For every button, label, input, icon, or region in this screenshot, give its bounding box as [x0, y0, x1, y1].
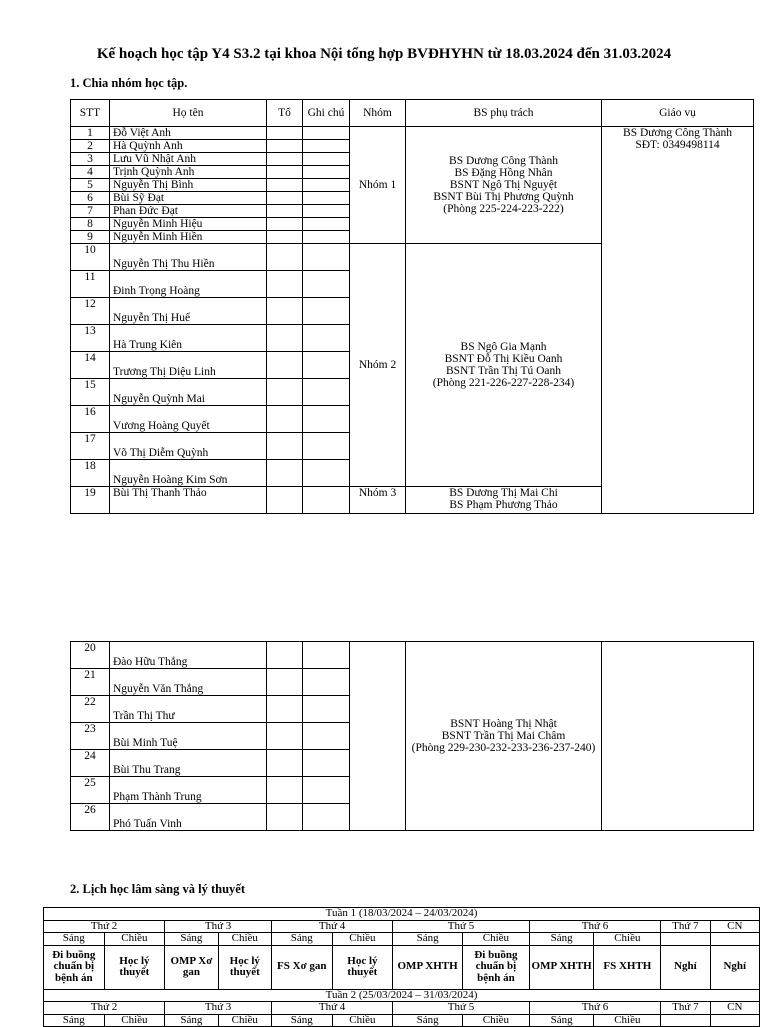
header-to: Tổ: [267, 100, 303, 127]
session-label: Sáng: [393, 933, 463, 946]
room-line: (Phòng 225-224-223-222): [443, 203, 564, 215]
session-empty: [710, 1014, 759, 1027]
name-cell: Bùi Sỹ Đạt: [110, 192, 267, 205]
session-label: Chiều: [594, 933, 661, 946]
day-label: Thứ 7: [661, 1002, 710, 1015]
room-line: (Phòng 221-226-227-228-234): [432, 377, 575, 389]
group-doctors-cell: [406, 127, 602, 244]
to-cell: [267, 205, 303, 218]
name-cell: Hà Quỳnh Anh: [110, 140, 267, 153]
stt-cell: 19: [71, 487, 110, 514]
day-label: Thứ 6: [529, 1002, 660, 1015]
name-cell: Phó Tuấn Vinh: [110, 804, 267, 831]
stt-cell: 2: [71, 140, 110, 153]
header-bs: BS phụ trách: [406, 100, 602, 127]
giaovu-cell: [602, 642, 754, 831]
name-cell: Trương Thị Diệu Linh: [110, 352, 267, 379]
name-cell: Nguyễn Thị Bình: [110, 179, 267, 192]
stt-cell: 4: [71, 166, 110, 179]
name-cell: Phan Đức Đạt: [110, 205, 267, 218]
to-cell: [267, 140, 303, 153]
to-cell: [267, 179, 303, 192]
name-cell: Nguyễn Thị Huế: [110, 298, 267, 325]
activity-cell: Nghỉ: [661, 945, 710, 989]
to-cell: [267, 352, 303, 379]
to-cell: [267, 218, 303, 231]
doctor-line: BS Ngô Gia Mạnh: [460, 341, 547, 353]
session-row: [44, 933, 760, 946]
to-cell: [267, 460, 303, 487]
name-cell: Nguyễn Quỳnh Mai: [110, 379, 267, 406]
note-cell: [303, 218, 350, 231]
stt-cell: 17: [71, 433, 110, 460]
name-cell: Nguyễn Thị Thu Hiền: [110, 244, 267, 271]
table-header-row: [71, 100, 754, 127]
stt-cell: 16: [71, 406, 110, 433]
note-cell: [303, 696, 350, 723]
session-label: Sáng: [393, 1014, 463, 1027]
note-cell: [303, 433, 350, 460]
stt-cell: 22: [71, 696, 110, 723]
to-cell: [267, 231, 303, 244]
session-label: Chiều: [332, 933, 393, 946]
stt-cell: 5: [71, 179, 110, 192]
stt-cell: 14: [71, 352, 110, 379]
to-cell: [267, 696, 303, 723]
session-label: Chiều: [104, 933, 165, 946]
table-row: [71, 127, 754, 140]
note-cell: [303, 231, 350, 244]
giaovu-cell: [602, 127, 754, 514]
doctor-line: BSNT Ngô Thị Nguyệt: [449, 179, 558, 191]
note-cell: [303, 127, 350, 140]
session-label: Chiều: [463, 1014, 530, 1027]
stt-cell: 24: [71, 750, 110, 777]
stt-cell: 25: [71, 777, 110, 804]
session-label: Chiều: [218, 1014, 271, 1027]
activity-cell: Học lý thuyết: [218, 945, 271, 989]
day-label: Thứ 5: [393, 920, 530, 933]
group-name-cell: Nhóm 1: [350, 127, 406, 244]
name-cell: Nguyễn Minh Hiệu: [110, 218, 267, 231]
page-title: Kế hoạch học tập Y4 S3.2 tại khoa Nội tổng hợp BVĐHYHN từ 18.03.2024 đến 31.03.2024: [96, 46, 672, 62]
week-row: [44, 989, 760, 1002]
week-row: [44, 908, 760, 921]
to-cell: [267, 669, 303, 696]
note-cell: [303, 153, 350, 166]
stt-cell: 21: [71, 669, 110, 696]
note-cell: [303, 298, 350, 325]
session-label: Sáng: [165, 1014, 218, 1027]
note-cell: [303, 669, 350, 696]
note-cell: [303, 642, 350, 669]
group-doctors-cell: [406, 487, 602, 514]
section-heading-groups: 1. Chia nhóm học tập.: [70, 76, 188, 90]
activity-cell: Học lý thuyết: [332, 945, 393, 989]
day-label: CN: [710, 1002, 759, 1015]
header-ghichu: Ghi chú: [303, 100, 350, 127]
day-label: Thứ 4: [272, 920, 393, 933]
activity-cell: FS XHTH: [594, 945, 661, 989]
session-label: Chiều: [332, 1014, 393, 1027]
doctor-line: BS Dương Công Thành: [449, 155, 558, 167]
name-cell: Võ Thị Diễm Quỳnh: [110, 433, 267, 460]
note-cell: [303, 205, 350, 218]
week-1-label: Tuần 1 (18/03/2024 – 24/03/2024): [44, 908, 760, 921]
day-label: Thứ 2: [44, 1002, 165, 1015]
name-cell: Trần Thị Thư: [110, 696, 267, 723]
note-cell: [303, 325, 350, 352]
day-label: Thứ 2: [44, 920, 165, 933]
name-cell: Đinh Trọng Hoàng: [110, 271, 267, 298]
note-cell: [303, 777, 350, 804]
stt-cell: 11: [71, 271, 110, 298]
stt-cell: 8: [71, 218, 110, 231]
header-nhom: Nhóm: [350, 100, 406, 127]
session-label: Chiều: [594, 1014, 661, 1027]
doctor-line: BS Dương Thị Mai Chi: [449, 487, 558, 499]
note-cell: [303, 271, 350, 298]
group-name-cell: Nhóm 3: [350, 487, 406, 514]
day-label: Thứ 5: [393, 1002, 530, 1015]
session-label: Chiều: [104, 1014, 165, 1027]
room-line: (Phòng 229-230-232-233-236-237-240): [411, 742, 596, 754]
to-cell: [267, 487, 303, 514]
note-cell: [303, 406, 350, 433]
to-cell: [267, 298, 303, 325]
note-cell: [303, 804, 350, 831]
day-label: Thứ 6: [529, 920, 660, 933]
header-name: Họ tên: [110, 100, 267, 127]
session-label: Sáng: [529, 1014, 594, 1027]
activity-cell: OMP XHTH: [529, 945, 594, 989]
session-empty: [661, 933, 710, 946]
doctor-line: BSNT Đỗ Thị Kiều Oanh: [444, 353, 563, 365]
stt-cell: 3: [71, 153, 110, 166]
day-label: Thứ 3: [165, 920, 272, 933]
note-cell: [303, 166, 350, 179]
stt-cell: 18: [71, 460, 110, 487]
note-cell: [303, 379, 350, 406]
name-cell: Đào Hữu Thắng: [110, 642, 267, 669]
note-cell: [303, 352, 350, 379]
to-cell: [267, 325, 303, 352]
day-row: [44, 1002, 760, 1015]
to-cell: [267, 642, 303, 669]
note-cell: [303, 140, 350, 153]
activity-row: [44, 945, 760, 989]
to-cell: [267, 192, 303, 205]
giaovu-name: BS Dương Công Thành: [623, 127, 732, 139]
note-cell: [303, 244, 350, 271]
schedule-table: [43, 907, 760, 1027]
section-heading-schedule: 2. Lịch học lâm sàng và lý thuyết: [70, 882, 246, 896]
group-name-cell: Nhóm 2: [350, 244, 406, 487]
name-cell: Nguyễn Minh Hiền: [110, 231, 267, 244]
stt-cell: 1: [71, 127, 110, 140]
session-label: Chiều: [218, 933, 271, 946]
activity-cell: OMP XHTH: [393, 945, 463, 989]
name-cell: Bùi Minh Tuệ: [110, 723, 267, 750]
name-cell: Bùi Thị Thanh Thảo: [110, 487, 267, 514]
session-label: Sáng: [44, 933, 105, 946]
session-label: Sáng: [272, 1014, 333, 1027]
note-cell: [303, 750, 350, 777]
stt-cell: 26: [71, 804, 110, 831]
doctor-line: BSNT Hoàng Thị Nhật: [450, 718, 557, 730]
stt-cell: 15: [71, 379, 110, 406]
header-giaovu: Giáo vụ: [602, 100, 754, 127]
name-cell: Vương Hoàng Quyết: [110, 406, 267, 433]
group-doctors-cell: [406, 642, 602, 831]
table-row: [71, 642, 754, 669]
name-cell: Phạm Thành Trung: [110, 777, 267, 804]
name-cell: Đỗ Việt Anh: [110, 127, 267, 140]
doctor-line: BSNT Trần Thị Tú Oanh: [445, 365, 562, 377]
day-row: [44, 920, 760, 933]
group-table-continued: [70, 641, 754, 831]
note-cell: [303, 179, 350, 192]
session-label: Sáng: [165, 933, 218, 946]
session-label: Sáng: [272, 933, 333, 946]
note-cell: [303, 487, 350, 514]
stt-cell: 7: [71, 205, 110, 218]
name-cell: Trịnh Quỳnh Anh: [110, 166, 267, 179]
activity-cell: Đi buồng chuẩn bị bệnh án: [463, 945, 530, 989]
day-label: CN: [710, 920, 759, 933]
name-cell: Nguyễn Văn Thắng: [110, 669, 267, 696]
doctor-line: BSNT Bùi Thị Phương Quỳnh: [433, 191, 574, 203]
stt-cell: 23: [71, 723, 110, 750]
activity-cell: Học lý thuyết: [104, 945, 165, 989]
to-cell: [267, 379, 303, 406]
activity-cell: OMP Xơ gan: [165, 945, 218, 989]
activity-cell: Đi buồng chuẩn bị bệnh án: [44, 945, 105, 989]
group-doctors-cell: [406, 244, 602, 487]
session-empty: [710, 933, 759, 946]
stt-cell: 20: [71, 642, 110, 669]
to-cell: [267, 750, 303, 777]
session-label: Sáng: [44, 1014, 105, 1027]
day-label: Thứ 3: [165, 1002, 272, 1015]
activity-cell: FS Xơ gan: [272, 945, 333, 989]
note-cell: [303, 192, 350, 205]
session-row: [44, 1014, 760, 1027]
activity-cell: Nghỉ: [710, 945, 759, 989]
doctor-line: BSNT Trần Thị Mai Châm: [441, 730, 566, 742]
day-label: Thứ 4: [272, 1002, 393, 1015]
session-label: Sáng: [529, 933, 594, 946]
note-cell: [303, 723, 350, 750]
to-cell: [267, 127, 303, 140]
name-cell: Bùi Thu Trang: [110, 750, 267, 777]
stt-cell: 6: [71, 192, 110, 205]
to-cell: [267, 777, 303, 804]
session-label: Chiều: [463, 933, 530, 946]
name-cell: Nguyễn Hoàng Kim Sơn: [110, 460, 267, 487]
group-name-cell: [350, 642, 406, 831]
doctor-line: BS Đặng Hồng Nhân: [454, 167, 553, 179]
stt-cell: 9: [71, 231, 110, 244]
to-cell: [267, 433, 303, 460]
stt-cell: 13: [71, 325, 110, 352]
week-2-label: Tuần 2 (25/03/2024 – 31/03/2024): [44, 989, 760, 1002]
to-cell: [267, 723, 303, 750]
to-cell: [267, 271, 303, 298]
session-empty: [661, 1014, 710, 1027]
stt-cell: 12: [71, 298, 110, 325]
header-stt: STT: [71, 100, 110, 127]
doctor-line: BS Phạm Phương Thảo: [449, 499, 558, 511]
to-cell: [267, 804, 303, 831]
name-cell: Lưu Vũ Nhật Anh: [110, 153, 267, 166]
day-label: Thứ 7: [661, 920, 710, 933]
name-cell: Hà Trung Kiên: [110, 325, 267, 352]
to-cell: [267, 153, 303, 166]
to-cell: [267, 244, 303, 271]
to-cell: [267, 166, 303, 179]
group-table: [70, 99, 754, 514]
giaovu-phone: SĐT: 0349498114: [635, 139, 720, 151]
to-cell: [267, 406, 303, 433]
stt-cell: 10: [71, 244, 110, 271]
note-cell: [303, 460, 350, 487]
